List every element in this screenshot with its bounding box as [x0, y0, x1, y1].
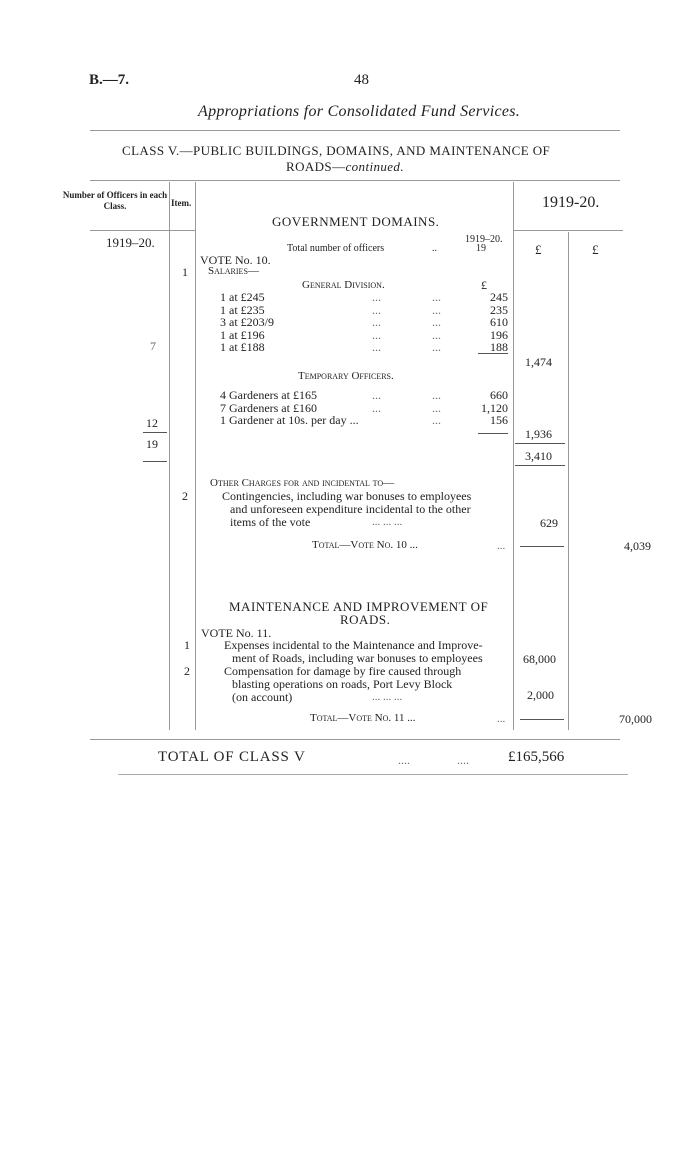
row-amount: 660: [490, 388, 508, 402]
pound-sign-amount: £: [535, 242, 542, 257]
row-dots: ...: [372, 315, 381, 329]
vote-11-item-2-number: 2: [184, 664, 190, 678]
class-title-line2: [286, 159, 404, 175]
officers-column-rule: [169, 182, 170, 730]
roads-item2-line1: Compensation for damage by fire caused through: [224, 664, 462, 678]
section-heading-roads-line2: ROADS.: [340, 612, 391, 627]
salaries-label: Salaries—: [208, 265, 259, 277]
item-2-number: 2: [182, 489, 188, 503]
header-bottom-rule-right: [513, 230, 623, 231]
vote-10-label: VOTE No. 10.: [200, 253, 271, 267]
table-top-rule: [90, 180, 620, 181]
pound-sign-total: £: [592, 242, 599, 257]
row-label: 1 Gardener at 10s. per day ...: [220, 413, 359, 427]
header-bottom-rule-left: [90, 230, 195, 231]
vote-10-total-label: Total—Vote No. 10 ...: [312, 539, 418, 551]
vote-11-item-1-number: 1: [184, 638, 190, 652]
row-dots: ...: [372, 340, 381, 354]
class-title-continued: continued.: [345, 159, 404, 174]
other-charges-heading: Other Charges for and incidental to—: [210, 477, 395, 489]
officers-column-header: Number of Officers in each Class.: [62, 190, 168, 211]
vote-11-total-dots: ...: [497, 713, 506, 725]
row-dots: ...: [432, 340, 441, 354]
roads-item1-line2: ment of Roads, including war bonuses to employees: [232, 651, 483, 665]
header-rule: [90, 130, 620, 131]
class-title-line1: CLASS V.—PUBLIC BUILDINGS, DOMAINS, AND MAINTENANCE OF: [122, 143, 551, 158]
page-number: 48: [354, 72, 369, 88]
row-dots: ...: [432, 327, 441, 342]
row-amount: 235: [490, 302, 508, 317]
total-officers-year: 1919–20.: [465, 234, 503, 245]
vote-10-total-dots: ...: [497, 540, 506, 552]
contingencies-line3: items of the vote: [230, 515, 311, 529]
row-amount: 188: [490, 340, 508, 354]
class-total-dots-1: ....: [398, 753, 410, 767]
row-label: 1 at £235: [220, 302, 265, 317]
vote-10-total-rule: [520, 546, 564, 547]
class-total-dots-2: ....: [457, 753, 469, 767]
vote-11-total: 70,000: [619, 712, 652, 726]
vote-10-total: 4,039: [624, 539, 651, 553]
general-subtotal-rule: [478, 353, 508, 354]
roads-item1-amount: 68,000: [523, 652, 556, 666]
row-amount: 1,120: [481, 400, 508, 415]
temp-subtotal-rule: [478, 433, 508, 434]
item-column-rule: [195, 182, 196, 730]
general-division-heading: General Division.: [302, 279, 385, 291]
general-officers-count: 7: [150, 339, 156, 353]
total-officers-dots: ..: [432, 243, 437, 254]
roads-item2-line3: (on account): [232, 690, 293, 704]
total-officers-count: 19: [146, 437, 158, 451]
temp-officers-count: 12: [146, 416, 158, 430]
row-amount: 196: [490, 327, 508, 342]
contingencies-line1: Contingencies, including war bonuses to employees: [222, 489, 472, 503]
contingencies-dots: ... ... ...: [372, 516, 403, 528]
row-label: 7 Gardeners at £160: [220, 400, 317, 415]
officers-total-rule-bottom: [143, 461, 167, 462]
vote-11-label: VOTE No. 11.: [201, 626, 272, 640]
salaries-total-rule-top: [515, 443, 565, 444]
salaries-total: 3,410: [525, 449, 552, 463]
section-heading-roads-line1: MAINTENANCE AND IMPROVEMENT OF: [229, 599, 489, 614]
roads-item2-line2: blasting operations on roads, Port Levy Block: [232, 677, 453, 691]
contingencies-line2: and unforeseen expenditure incidental to the other: [230, 502, 471, 516]
general-subtotal: 1,474: [525, 355, 552, 369]
row-dots: ...: [432, 388, 441, 402]
row-label: 1 at £196: [220, 327, 265, 342]
row-dots: ...: [432, 400, 441, 415]
year-column-header: 1919-20.: [542, 194, 600, 211]
contingencies-amount: 629: [540, 516, 558, 530]
temp-subtotal: 1,936: [525, 427, 552, 441]
pound-sign-small: £: [481, 278, 487, 292]
class-total-amount: £165,566: [508, 749, 565, 765]
vote-11-total-label: Total—Vote No. 11 ...: [310, 712, 416, 724]
table-bottom-rule: [90, 739, 620, 740]
amount-column-rule: [513, 182, 514, 730]
roads-item2-dots: ... ... ...: [372, 691, 403, 703]
section-heading-domains: GOVERNMENT DOMAINS.: [272, 214, 440, 229]
roads-item2-amount: 2,000: [527, 688, 554, 702]
class-total-rule: [118, 774, 628, 775]
vote-11-total-rule: [520, 719, 564, 720]
row-dots: ...: [432, 315, 441, 329]
total-column-rule: [568, 232, 569, 730]
row-dots: ...: [432, 413, 441, 427]
row-label: 3 at £203/9: [220, 315, 274, 329]
salaries-total-rule-bottom: [515, 465, 565, 466]
row-amount: 156: [490, 413, 508, 427]
page-title: Appropriations for Consolidated Fund Services.: [198, 103, 521, 120]
row-dots: ...: [372, 388, 381, 402]
officers-total-rule-top: [143, 432, 167, 433]
row-dots: ...: [372, 302, 381, 317]
row-label: 1 at £245: [220, 290, 265, 304]
report-code: B.—7.: [89, 72, 130, 88]
item-column-header: Item.: [171, 198, 192, 208]
row-label: 4 Gardeners at £165: [220, 388, 317, 402]
item-1-number: 1: [182, 265, 188, 279]
class-total-label: TOTAL OF CLASS V: [158, 749, 306, 765]
row-dots: ...: [372, 290, 381, 304]
row-amount: 610: [490, 315, 508, 329]
total-officers-value: 19: [476, 243, 486, 254]
class-title-roads: ROADS—: [286, 159, 346, 174]
roads-item1-line1: Expenses incidental to the Maintenance and Improve-: [224, 638, 483, 652]
row-amount: 245: [490, 290, 508, 304]
total-officers-label: Total number of officers: [287, 243, 385, 254]
row-dots: ...: [432, 290, 441, 304]
row-dots: ...: [372, 400, 381, 415]
row-dots: ...: [372, 327, 381, 342]
row-dots: ...: [432, 302, 441, 317]
row-label: 1 at £188: [220, 340, 265, 354]
temporary-officers-heading: Temporary Officers.: [298, 370, 394, 382]
officers-year: 1919–20.: [106, 235, 155, 250]
